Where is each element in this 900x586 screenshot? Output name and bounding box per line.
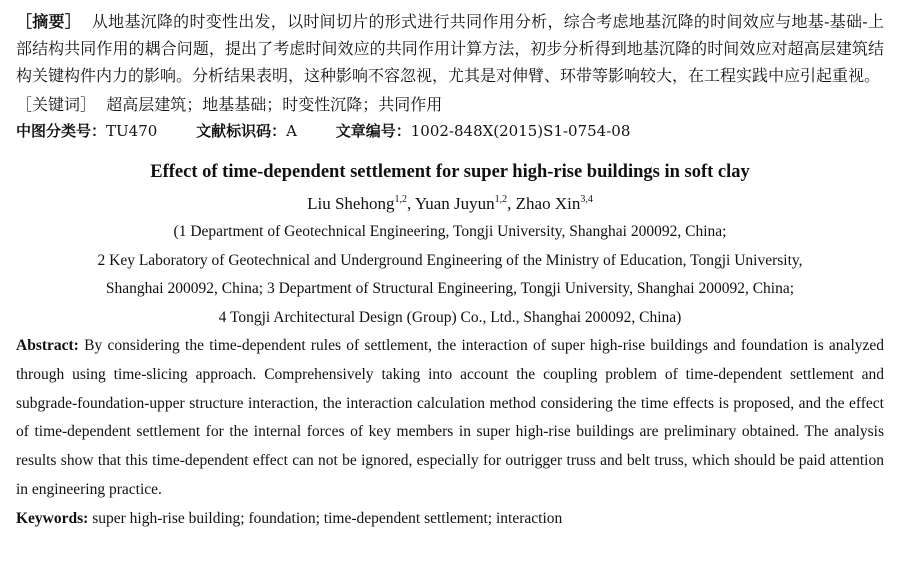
chinese-keywords	[16, 91, 884, 118]
classification-line	[16, 118, 884, 144]
author-2: Yuan Juyun$^{1,2}$,	[414, 194, 516, 213]
english-title: Effect of time-dependent settlement for super high-rise buildings in soft clay	[150, 162, 750, 182]
author-1: Liu Shehong$^{1,2}$,	[307, 194, 415, 213]
chinese-keywords-text: 超高层建筑；地基基础；时变性沉降；共同作用	[106, 95, 443, 114]
english-keywords-label: Keywords:	[16, 509, 89, 527]
chinese-abstract-label: ［摘要］	[16, 12, 82, 31]
affiliation-line-1: (1 Department of Geotechnical Engineering, Tongji University, Shanghai 200092, China;	[173, 223, 727, 240]
english-keywords	[16, 505, 884, 534]
chinese-abstract	[16, 8, 884, 89]
affiliation-line-3: Shanghai 200092, China; 3 Department of Structural Engineering, Tongji University, Shanghai 200092, China;	[105, 280, 795, 297]
english-keywords-text: super high-rise building; foundation; time-dependent settlement; interaction	[92, 509, 563, 527]
chinese-keywords-label: ［关键词］	[16, 95, 97, 114]
article-number: 文章编号：1002-848X(2015)S1-0754-08	[335, 122, 631, 140]
english-abstract	[16, 332, 884, 505]
clc-number: 中图分类号：TU470	[16, 122, 158, 140]
chinese-abstract-text: 从地基沉降的时变性出发，以时间切片的形式进行共同作用分析，综合考虑地基沉降的时间效应与地基-基础-上部结构共同作用的耦合问题，提出了考虑时间效应的共同作用计算方法，初步分析得到地基沉降的时间效应对超高层建筑结构关键构件内力的影响。分析结果表明，这种影响不容忽视，尤其是对伸臂、环带等影响较大，在工程实践中应引起重视。	[16, 12, 884, 85]
document-code: 文献标识码：A	[196, 122, 297, 140]
author-line	[16, 186, 884, 218]
author-3: Zhao Xin$^{3,4}$	[515, 194, 593, 213]
english-abstract-text: By considering the time-dependent rules of settlement, the interaction of super high-rise buildings and foundation is analyzed through using time-slicing approach. Comprehensively taking into account the coupling problem of time-dependent settlement and subgrade-foundation-upper structure interaction, the interaction calculation method considering the time effects is proposed, and the effect of time-dependent settlement for the internal forces of key members in super high-rise buildings are preliminary obtained. The analysis results show that this time-dependent effect can not be ignored, especially for outrigger truss and belt truss, which should be paid attention in engineering practice.	[16, 337, 885, 498]
english-abstract-label: Abstract:	[16, 337, 79, 354]
affiliation-line-2: 2 Key Laboratory of Geotechnical and Underground Engineering of the Ministry of Education, Tongji University,	[97, 251, 803, 269]
affiliation-line-4: 4 Tongji Architectural Design (Group) Co., Ltd., Shanghai 200092, China)	[218, 308, 682, 326]
